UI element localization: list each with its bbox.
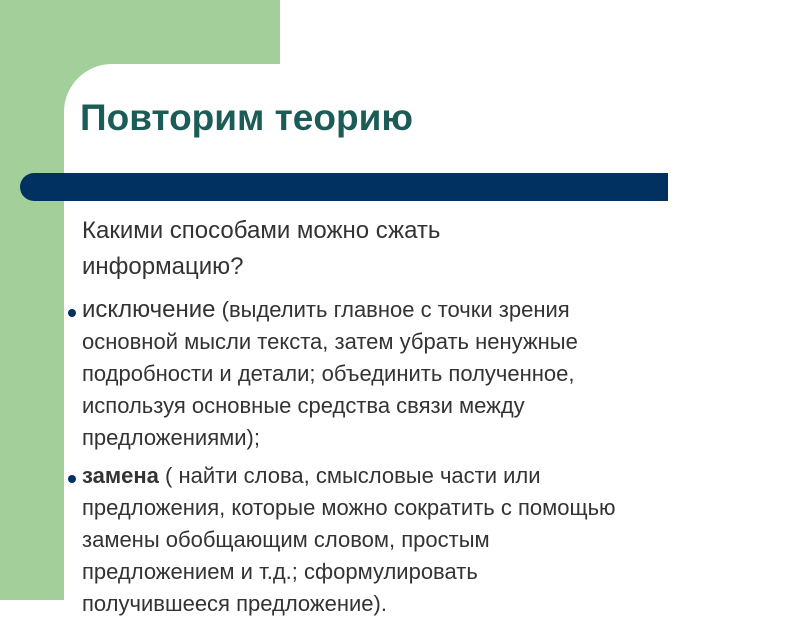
slide-title: Повторим теорию — [80, 97, 413, 138]
question-line-2: информацию? — [82, 253, 244, 280]
bullet-text: (выделить главное с точки зрения — [215, 297, 570, 322]
bullet-item-replacement — [82, 460, 732, 620]
bullet-item-exclusion — [82, 294, 732, 454]
bullet-line-4: предложением и т.д.; сформулировать — [82, 559, 478, 584]
bullet-dot-icon — [68, 475, 76, 483]
bullet-line-2: основной мысли текста, затем убрать ненужные — [82, 329, 578, 354]
bullet-line-3: подробности и детали; объединить полученное, — [82, 361, 575, 386]
bullet-dot-icon — [68, 309, 76, 317]
bullet-line-5: получившееся предложение). — [82, 591, 387, 616]
title-divider-end — [648, 173, 668, 201]
bullet-line-4: используя основные средства связи между — [82, 393, 525, 418]
title-divider-bar — [20, 173, 668, 201]
bullet-line-5: предложениями); — [82, 425, 260, 450]
question-text — [82, 213, 642, 285]
bullet-lead: исключение — [82, 296, 216, 323]
bullet-line-1 — [82, 294, 732, 326]
bullet-line-3: замены обобщающим словом, простым — [82, 527, 490, 552]
bullet-lead: замена — [82, 463, 159, 488]
bullet-line-2: предложения, которые можно сократить с помощью — [82, 495, 616, 520]
question-line-1: Какими способами можно сжать — [82, 217, 441, 244]
bullet-line-1 — [82, 460, 732, 492]
bullet-text: ( найти слова, смысловые части или — [158, 463, 541, 488]
